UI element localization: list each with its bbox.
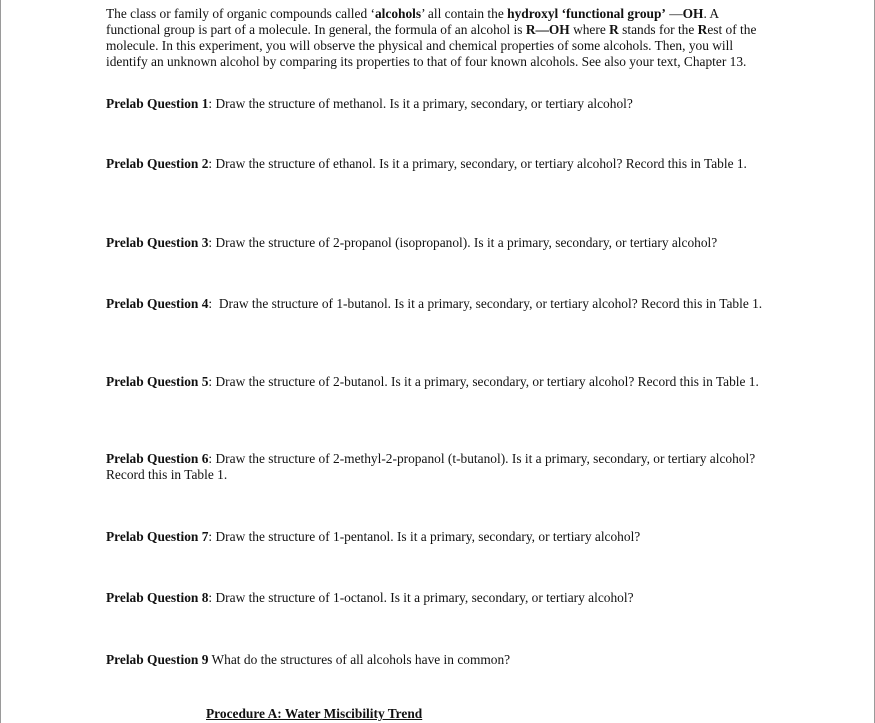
- question-label: Prelab Question 7: [106, 529, 209, 544]
- question-text: Draw the structure of 2-methyl-2-propanol (t-butanol). Is it a primary, secondary, or tertiary alcohol? Record this in Table 1.: [106, 451, 756, 482]
- question-label: Prelab Question 6: [106, 451, 209, 466]
- intro-bold-formula: R—OH: [525, 22, 570, 37]
- prelab-question-7: [106, 529, 771, 545]
- intro-text: est of the molecule. In this experiment, you will observe the physical and chemical properties of some alcohols. Then, you will identify an unknown alcohol by comparing its properties to that of four known alcohols. See also your text, Chapter 13.: [106, 22, 757, 69]
- intro-text: The class or family of organic compounds called ‘: [106, 6, 375, 21]
- question-text: Draw the structure of 2-butanol. Is it a primary, secondary, or tertiary alcohol? Record this in Table 1.: [215, 374, 759, 389]
- prelab-question-5: [106, 374, 771, 390]
- intro-text: stands for the: [618, 22, 698, 37]
- question-separator: :: [208, 296, 219, 311]
- intro-bold-r-rest: R: [697, 22, 708, 37]
- intro-text: where: [569, 22, 610, 37]
- intro-bold-oh: OH: [682, 6, 704, 21]
- intro-text: ’ all contain the: [421, 6, 508, 21]
- question-separator: :: [208, 96, 216, 111]
- question-separator: :: [208, 374, 216, 389]
- intro-text: . A functional group is part of a molecule. In general, the formula of an alcohol is: [106, 6, 719, 37]
- prelab-question-3: [106, 235, 771, 251]
- prelab-question-1: [106, 96, 771, 112]
- question-label: Prelab Question 3: [106, 235, 209, 250]
- question-label: Prelab Question 8: [106, 590, 209, 605]
- question-text: Draw the structure of 2-propanol (isopropanol). Is it a primary, secondary, or tertiary alcohol?: [215, 235, 718, 250]
- question-label: Prelab Question 4: [106, 296, 209, 311]
- prelab-question-8: [106, 590, 771, 606]
- question-separator: :: [208, 235, 216, 250]
- question-separator: :: [208, 451, 216, 466]
- question-text: Draw the structure of 1-butanol. Is it a primary, secondary, or tertiary alcohol? Record this in Table 1.: [218, 296, 763, 311]
- question-text: Draw the structure of methanol. Is it a primary, secondary, or tertiary alcohol?: [215, 96, 633, 111]
- intro-bold-alcohols: alcohols: [374, 6, 422, 21]
- prelab-question-4: [106, 296, 771, 312]
- question-label: Prelab Question 5: [106, 374, 209, 389]
- prelab-question-6: [106, 451, 771, 483]
- prelab-question-9: [106, 652, 771, 668]
- intro-paragraph: [106, 6, 771, 70]
- question-label: Prelab Question 1: [106, 96, 209, 111]
- intro-bold-functional-group: hydroxyl ‘functional group’: [507, 6, 666, 21]
- question-label: Prelab Question 9: [106, 652, 209, 667]
- question-label: Prelab Question 2: [106, 156, 209, 171]
- document-content: [106, 6, 771, 667]
- section-heading: Procedure A: Water Miscibility Trend: [206, 706, 423, 721]
- question-text: Draw the structure of ethanol. Is it a primary, secondary, or tertiary alcohol? Record this in Table 1.: [215, 156, 747, 171]
- intro-bold-r: R: [609, 22, 619, 37]
- question-text: Draw the structure of 1-octanol. Is it a primary, secondary, or tertiary alcohol?: [215, 590, 634, 605]
- question-text: What do the structures of all alcohols have in common?: [211, 652, 511, 667]
- intro-text: —: [665, 6, 683, 21]
- question-separator: :: [208, 529, 216, 544]
- question-separator: :: [208, 156, 216, 171]
- prelab-question-2: [106, 156, 771, 172]
- question-separator: :: [208, 590, 216, 605]
- question-text: Draw the structure of 1-pentanol. Is it a primary, secondary, or tertiary alcohol?: [215, 529, 641, 544]
